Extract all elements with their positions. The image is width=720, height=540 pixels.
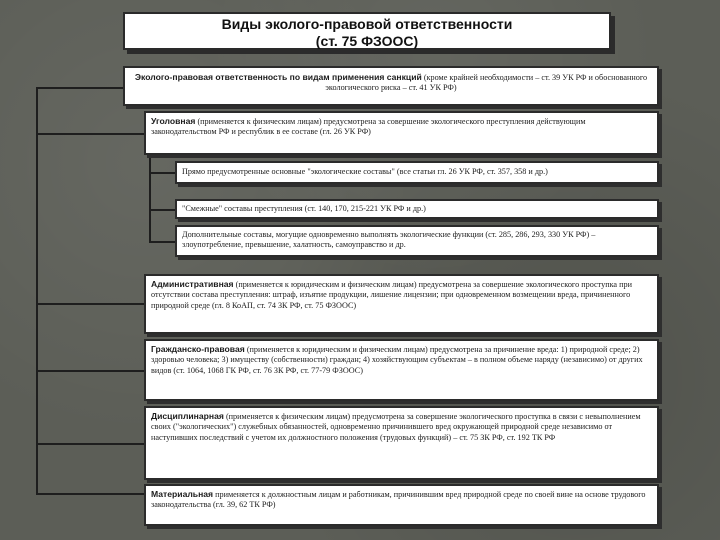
main-trunk-line bbox=[36, 87, 38, 494]
connector-criminal-sub-1 bbox=[149, 172, 175, 174]
administrative-heading: Административная bbox=[151, 279, 234, 289]
connector-criminal-sub-3 bbox=[149, 241, 175, 243]
diagram-title bbox=[123, 12, 611, 50]
connector-administrative bbox=[36, 303, 144, 305]
connector-criminal-sub-2 bbox=[149, 209, 175, 211]
material-responsibility-box bbox=[144, 484, 659, 526]
disciplinary-heading: Дисциплинарная bbox=[151, 411, 224, 421]
main-responsibility-box bbox=[123, 66, 659, 106]
criminal-sub-box-3 bbox=[175, 225, 659, 257]
title-line-2: (ст. 75 ФЗООС) bbox=[315, 33, 419, 49]
criminal-sub-box-2 bbox=[175, 199, 659, 219]
main-box-heading: Эколого-правовая ответственность по видам применения санкций bbox=[134, 72, 422, 82]
criminal-sub-trunk-line bbox=[149, 155, 151, 243]
administrative-responsibility-box bbox=[144, 274, 659, 334]
administrative-text: (применяется к юридическим и физическим лицам) предусмотрена за совершение экологического проступка при отсутствии состава преступления: штраф, изъятие продукции, лишение лицензии; при одновременном возмещении вреда, причиненного природной среде (гл. 8 КоАП, ст. 74 ЗК РФ, ст. 75 ФЗООС) bbox=[151, 280, 632, 310]
disciplinary-responsibility-box bbox=[144, 406, 659, 480]
criminal-text: (применяется к физическим лицам) предусмотрена за совершение экологического преступления действующим законодательством РФ и республик в ее составе (гл. 26 УК РФ) bbox=[151, 117, 586, 137]
civil-responsibility-box bbox=[144, 339, 659, 401]
criminal-heading: Уголовная bbox=[151, 116, 196, 126]
civil-heading: Гражданско-правовая bbox=[151, 344, 245, 354]
criminal-sub-box-1 bbox=[175, 161, 659, 184]
material-text: применяется к должностным лицам и работникам, причинившим вред природной среде по своей вине на основе трудового законодательства (гл. 39, 62 ТК РФ) bbox=[151, 490, 646, 510]
criminal-sub-2-text: "Смежные" составы преступления (ст. 140, 170, 215-221 УК РФ и др.) bbox=[182, 204, 426, 213]
main-box-text: (кроме крайней необходимости – ст. 39 УК РФ и обоснованного экологического риска – ст. 41 УК РФ) bbox=[325, 73, 648, 93]
connector-disciplinary bbox=[36, 443, 144, 445]
disciplinary-text: (применяется к физическим лицам) предусмотрена за совершение экологического проступка в связи с невыполнением своих ("экологических") служебных обязанностей, одновременно причинившего вред окружающей природной среде независимо от наступивших последствий с учетом их должностного положения (трудовых функций) – ст. 75 ЗК РФ, ст. 192 ТК РФ bbox=[151, 412, 641, 442]
connector-material bbox=[36, 493, 144, 495]
connector-civil bbox=[36, 370, 144, 372]
civil-text: (применяется к юридическим и физическим лицам) предусмотрена за причинение вреда: 1) природной среде; 2) здоровью человека; 3) имуществу (собственности) граждан; 4) хозяйствующим субъектам – в полном объеме наряду (независимо) от других видов (ст. 1064, 1068 ГК РФ, ст. 76 ЗК РФ, ст. 77-79 ФЗООС) bbox=[151, 345, 643, 375]
material-heading: Материальная bbox=[151, 489, 214, 499]
criminal-sub-3-text: Дополнительные составы, могущие одновременно выполнять экологические функции (ст. 285, 286, 293, 330 УК РФ) – злоупотребление, превышение, халатность, самоуправство и др. bbox=[182, 230, 596, 250]
trunk-top-connector bbox=[36, 87, 124, 89]
connector-criminal bbox=[36, 133, 144, 135]
criminal-responsibility-box bbox=[144, 111, 659, 155]
title-line-1: Виды эколого-правовой ответственности bbox=[221, 16, 513, 32]
criminal-sub-1-text: Прямо предусмотренные основные "экологические составы" (все статьи гл. 26 УК РФ, ст. 357, 358 и др.) bbox=[182, 167, 548, 176]
